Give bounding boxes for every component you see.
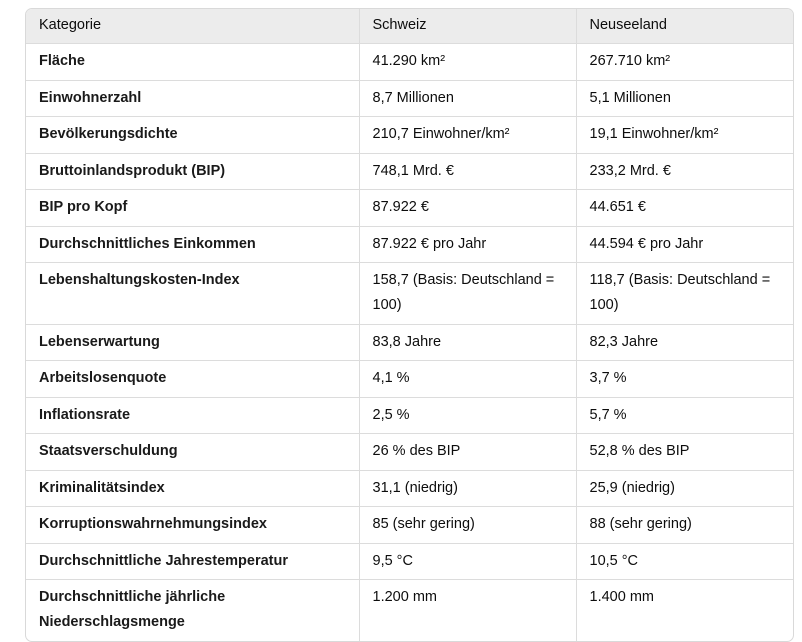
category-cell: Kriminalitätsindex bbox=[26, 470, 359, 507]
schweiz-cell: 87.922 € pro Jahr bbox=[359, 226, 576, 263]
comparison-table-container bbox=[25, 8, 794, 642]
neuseeland-cell: 52,8 % des BIP bbox=[576, 434, 793, 471]
schweiz-cell: 2,5 % bbox=[359, 397, 576, 434]
neuseeland-cell: 5,1 Millionen bbox=[576, 80, 793, 117]
table-row bbox=[26, 361, 793, 398]
table-row bbox=[26, 117, 793, 154]
table-row bbox=[26, 397, 793, 434]
schweiz-cell: 1.200 mm bbox=[359, 580, 576, 641]
category-cell: Durchschnittliches Einkommen bbox=[26, 226, 359, 263]
table-row bbox=[26, 470, 793, 507]
neuseeland-cell: 267.710 km² bbox=[576, 44, 793, 81]
category-cell: Bruttoinlandsprodukt (BIP) bbox=[26, 153, 359, 190]
neuseeland-cell: 118,7 (Basis: Deutschland = 100) bbox=[576, 263, 793, 325]
category-cell: Korruptionswahrnehmungsindex bbox=[26, 507, 359, 544]
schweiz-cell: 31,1 (niedrig) bbox=[359, 470, 576, 507]
category-cell: Durchschnittliche jährliche Niederschlagsmenge bbox=[26, 580, 359, 641]
neuseeland-cell: 3,7 % bbox=[576, 361, 793, 398]
table-header-row bbox=[26, 9, 793, 44]
category-cell: Lebenshaltungskosten-Index bbox=[26, 263, 359, 325]
schweiz-cell: 41.290 km² bbox=[359, 44, 576, 81]
table-row bbox=[26, 153, 793, 190]
table-row bbox=[26, 263, 793, 325]
category-cell: Arbeitslosenquote bbox=[26, 361, 359, 398]
neuseeland-cell: 82,3 Jahre bbox=[576, 324, 793, 361]
table-row bbox=[26, 190, 793, 227]
header-neuseeland: Neuseeland bbox=[576, 9, 793, 44]
schweiz-cell: 26 % des BIP bbox=[359, 434, 576, 471]
schweiz-cell: 85 (sehr gering) bbox=[359, 507, 576, 544]
header-kategorie: Kategorie bbox=[26, 9, 359, 44]
schweiz-cell: 9,5 °C bbox=[359, 543, 576, 580]
category-cell: Staatsverschuldung bbox=[26, 434, 359, 471]
neuseeland-cell: 44.651 € bbox=[576, 190, 793, 227]
category-cell: Bevölkerungsdichte bbox=[26, 117, 359, 154]
table-row bbox=[26, 324, 793, 361]
schweiz-cell: 158,7 (Basis: Deutschland = 100) bbox=[359, 263, 576, 325]
category-cell: Lebenserwartung bbox=[26, 324, 359, 361]
category-cell: Inflationsrate bbox=[26, 397, 359, 434]
neuseeland-cell: 44.594 € pro Jahr bbox=[576, 226, 793, 263]
table-body bbox=[26, 44, 793, 641]
schweiz-cell: 83,8 Jahre bbox=[359, 324, 576, 361]
schweiz-cell: 4,1 % bbox=[359, 361, 576, 398]
neuseeland-cell: 10,5 °C bbox=[576, 543, 793, 580]
schweiz-cell: 8,7 Millionen bbox=[359, 80, 576, 117]
header-schweiz: Schweiz bbox=[359, 9, 576, 44]
schweiz-cell: 210,7 Einwohner/km² bbox=[359, 117, 576, 154]
table-row bbox=[26, 580, 793, 641]
category-cell: Einwohnerzahl bbox=[26, 80, 359, 117]
neuseeland-cell: 233,2 Mrd. € bbox=[576, 153, 793, 190]
neuseeland-cell: 25,9 (niedrig) bbox=[576, 470, 793, 507]
comparison-table bbox=[26, 9, 793, 641]
neuseeland-cell: 19,1 Einwohner/km² bbox=[576, 117, 793, 154]
category-cell: BIP pro Kopf bbox=[26, 190, 359, 227]
table-row bbox=[26, 44, 793, 81]
neuseeland-cell: 1.400 mm bbox=[589, 589, 654, 605]
table-row bbox=[26, 226, 793, 263]
table-row bbox=[26, 80, 793, 117]
neuseeland-cell: 5,7 % bbox=[576, 397, 793, 434]
table-row bbox=[26, 507, 793, 544]
category-cell: Fläche bbox=[26, 44, 359, 81]
category-cell: Durchschnittliche Jahrestemperatur bbox=[26, 543, 359, 580]
table-row bbox=[26, 434, 793, 471]
neuseeland-cell: 88 (sehr gering) bbox=[576, 507, 793, 544]
schweiz-cell: 87.922 € bbox=[359, 190, 576, 227]
table-row bbox=[26, 543, 793, 580]
schweiz-cell: 748,1 Mrd. € bbox=[359, 153, 576, 190]
